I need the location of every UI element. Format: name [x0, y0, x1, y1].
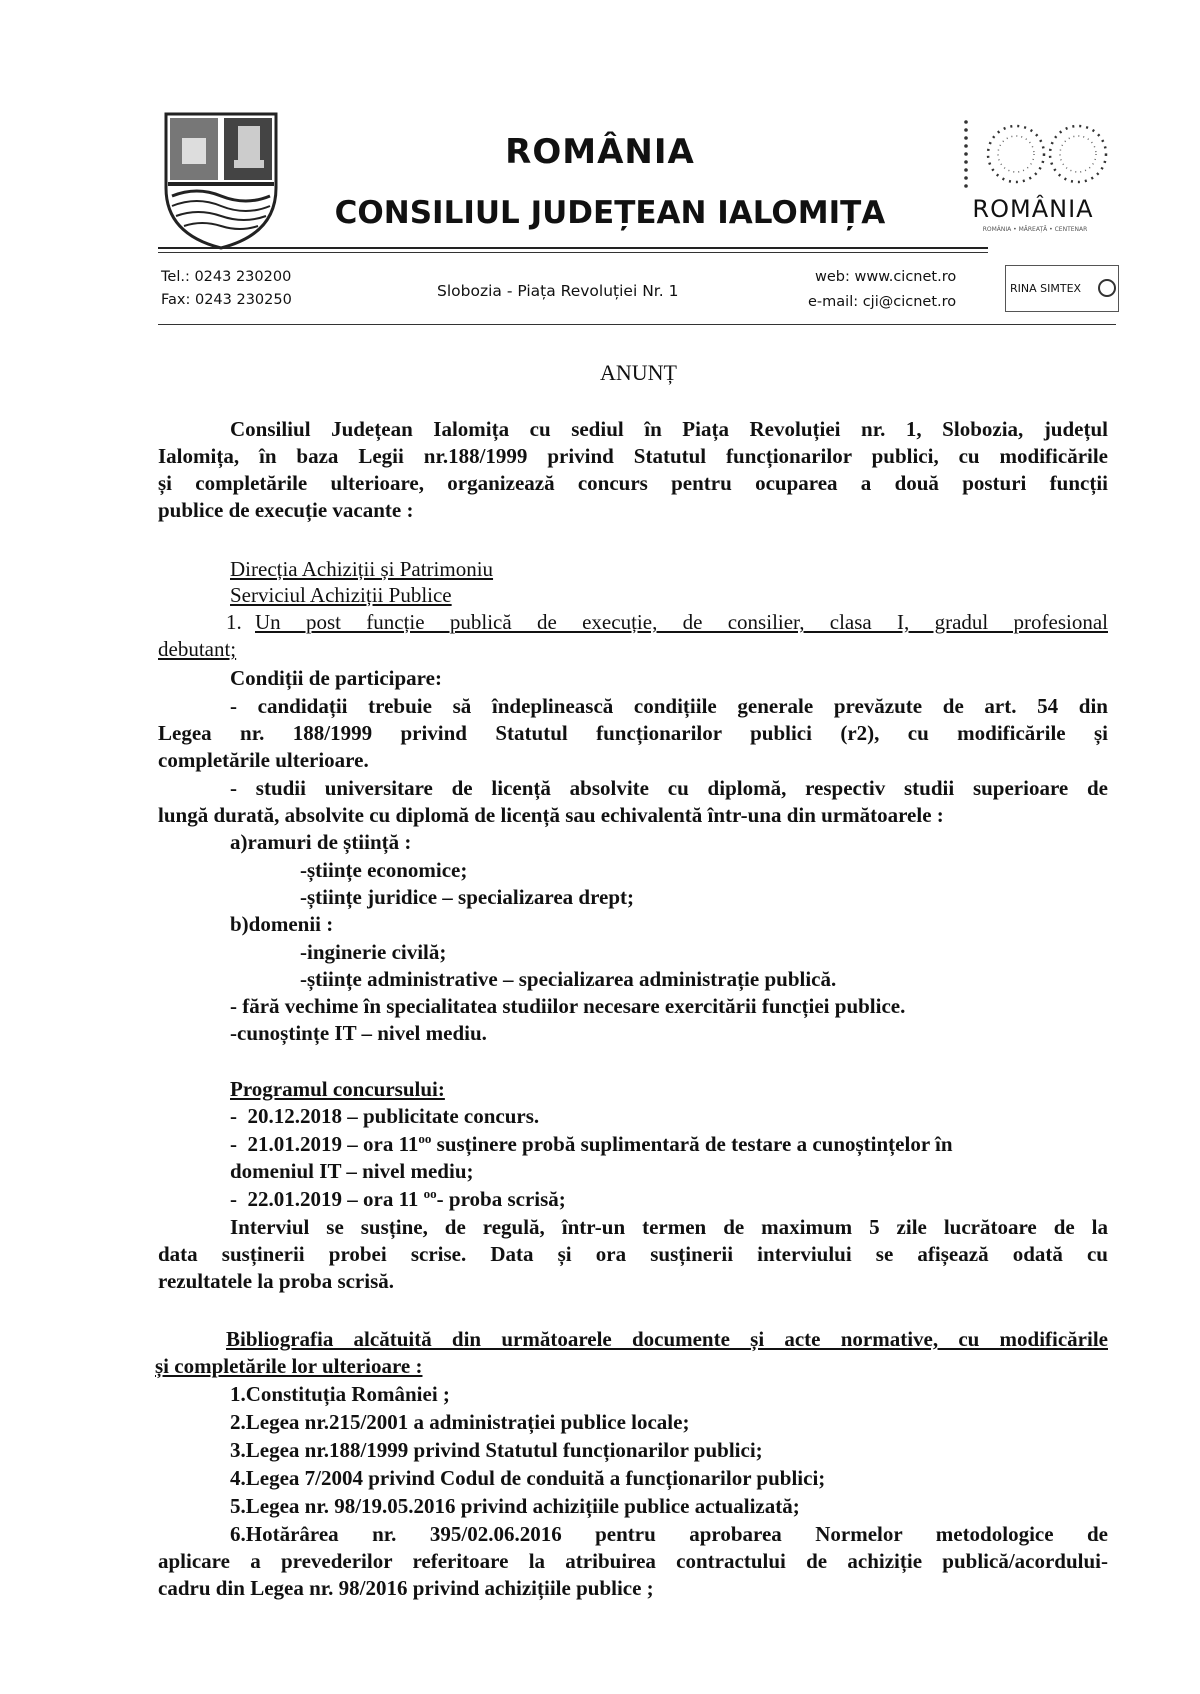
- certification-label: RINA SIMTEX: [1010, 282, 1082, 295]
- certification-seal-icon: [1098, 279, 1116, 297]
- bibliography-item-6-line-3: cadru din Legea nr. 98/2016 privind achizițiile publice ;: [158, 1576, 654, 1600]
- program-item-2-line-2: domeniul IT – nivel mediu;: [230, 1159, 474, 1183]
- certification-badge: [1005, 265, 1119, 312]
- post-description-line-1: Un post funcție publică de execuție, de consilier, clasa I, gradul profesional: [255, 610, 1108, 634]
- intro-line-2: Ialomița, în baza Legii nr.188/1999 privind Statutul funcționarilor publici, cu modificările: [158, 444, 1108, 468]
- centenary-logo-caption: ROMÂNIA: [972, 195, 1094, 223]
- domains-heading: b)domenii :: [230, 912, 334, 936]
- condition-4: -cunoștințe IT – nivel mediu.: [230, 1021, 487, 1045]
- bibliography-item: 3.Legea nr.188/1999 privind Statutul funcționarilor publici;: [230, 1438, 763, 1462]
- post-number: 1.: [226, 610, 242, 634]
- bibliography-heading-2: și completările lor ulterioare :: [155, 1354, 423, 1378]
- program-heading: Programul concursului:: [230, 1077, 445, 1101]
- interview-line-3: rezultatele la proba scrisă.: [158, 1269, 395, 1293]
- bibliography-item: 4.Legea 7/2004 privind Codul de conduită a funcționarilor publici;: [230, 1466, 826, 1490]
- program-item-2-minutes: oo: [418, 1131, 432, 1146]
- program-item-2-text: susținere probă suplimentară de testare a cunoștințelor în: [431, 1132, 953, 1156]
- program-item-3-minutes: oo: [423, 1186, 437, 1201]
- domain-item: -inginerie civilă;: [300, 940, 447, 964]
- header-divider-top: [158, 247, 988, 249]
- bibliography-item-6-line-2: aplicare a prevederilor referitoare la atribuirea contractului de achiziție publică/acordului-: [158, 1549, 1108, 1573]
- announcement-title: ANUNȚ: [600, 360, 677, 385]
- directorate-name: Direcția Achiziții și Patrimoniu: [230, 557, 494, 581]
- domain-item: -științe administrative – specializarea administrație publică.: [300, 967, 837, 991]
- branch-item: -științe economice;: [300, 858, 468, 882]
- contact-fax: Fax: 0243 230250: [161, 292, 292, 308]
- service-name: Serviciul Achiziții Publice: [230, 583, 452, 607]
- intro-line-1: Consiliul Județean Ialomița cu sediul în Piața Revoluției nr. 1, Slobozia, județul: [230, 417, 1108, 441]
- contact-address: Slobozia - Piața Revoluției Nr. 1: [437, 282, 679, 300]
- contact-email: e-mail: cji@cicnet.ro: [808, 294, 957, 310]
- condition-3: - fără vechime în specialitatea studiilor necesare exercitării funcției publice.: [230, 994, 906, 1018]
- condition-2-line-2: lungă durată, absolvite cu diplomă de licență sau echivalentă într-una din următoarele :: [158, 803, 944, 827]
- contact-phone: Tel.: 0243 230200: [161, 269, 292, 285]
- county-crest-icon: [162, 110, 280, 252]
- header-institution: CONSILIUL JUDEȚEAN IALOMIȚA: [334, 195, 886, 231]
- program-item-1: - 20.12.2018 – publicitate concurs.: [230, 1104, 540, 1128]
- intro-line-4: publice de execuție vacante :: [158, 498, 414, 522]
- program-item-3-date: - 22.01.2019 – ora 11: [230, 1187, 424, 1211]
- program-item-3-text: - proba scrisă;: [436, 1187, 566, 1211]
- centenary-logo-tagline: ROMÂNIA • MĂREAȚĂ • CENTENAR: [982, 226, 1088, 233]
- interview-line-2: data susținerii probei scrise. Data și ora susținerii interviului se afișează odată cu: [158, 1242, 1108, 1266]
- contact-web: web: www.cicnet.ro: [815, 269, 957, 285]
- intro-line-3: și completările ulterioare, organizează concurs pentru ocuparea a două posturi funcții: [158, 471, 1108, 495]
- bibliography-item: 2.Legea nr.215/2001 a administrației publice locale;: [230, 1410, 690, 1434]
- condition-1-line-2: Legea nr. 188/1999 privind Statutul funcționarilor publici (r2), cu modificările și: [158, 721, 1108, 745]
- interview-line-1: Interviul se susține, de regulă, într-un termen de maximum 5 zile lucrătoare de la: [230, 1215, 1108, 1239]
- condition-1-line-1: - candidații trebuie să îndeplinească condițiile generale prevăzute de art. 54 din: [230, 694, 1108, 718]
- bibliography-item: 5.Legea nr. 98/19.05.2016 privind achizițiile publice actualizată;: [230, 1494, 800, 1518]
- branch-item: -științe juridice – specializarea drept;: [300, 885, 634, 909]
- header-country: ROMÂNIA: [505, 132, 695, 172]
- program-item-2-date: - 21.01.2019 – ora 11: [230, 1132, 419, 1156]
- header-divider-bottom: [158, 324, 1116, 325]
- bibliography-item-6-line-1: 6.Hotărârea nr. 395/02.06.2016 pentru aprobarea Normelor metodologice de: [230, 1522, 1108, 1546]
- bibliography-item: 1.Constituția României ;: [230, 1382, 450, 1406]
- condition-1-line-3: completările ulterioare.: [158, 748, 369, 772]
- condition-2-line-1: - studii universitare de licență absolvite cu diplomă, respectiv studii superioare de: [230, 776, 1108, 800]
- branches-heading: a)ramuri de știință :: [230, 830, 412, 854]
- conditions-heading: Condiții de participare:: [230, 666, 442, 690]
- header-divider-top-thin: [158, 252, 988, 253]
- post-description-line-2: debutant;: [158, 637, 237, 661]
- program-item-3: [230, 1186, 566, 1212]
- bibliography-heading-1: Bibliografia alcătuită din următoarele documente și acte normative, cu modificările: [226, 1327, 1108, 1351]
- program-item-2: [230, 1131, 953, 1157]
